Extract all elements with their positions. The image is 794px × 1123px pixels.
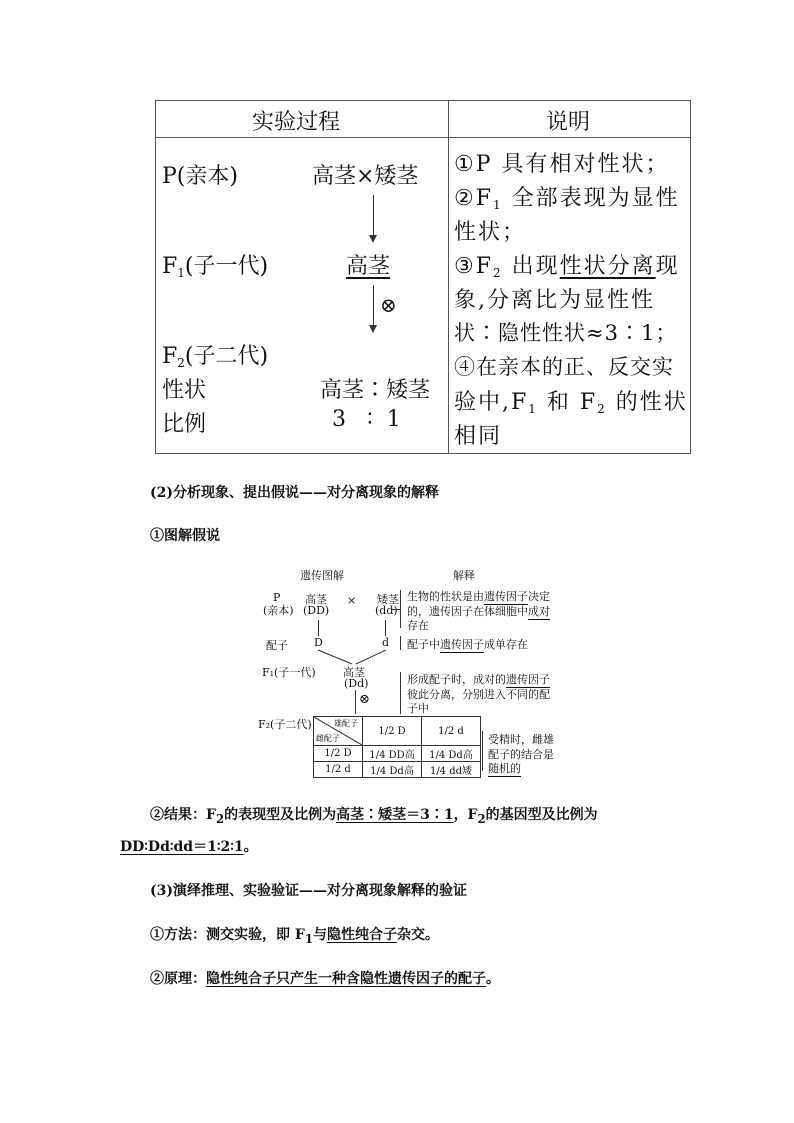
gamete-D: D <box>314 636 323 649</box>
punnett-square <box>313 716 481 778</box>
cell-1-2: 1/4 Dd高 <box>422 746 481 762</box>
short-genotype: (dd) <box>375 604 398 617</box>
female-gamete-label: 雌配子 <box>316 734 340 743</box>
p-label: P(亲本) <box>162 164 238 189</box>
explanation-3c: 子中 <box>407 702 429 715</box>
header-explanation: 说明 <box>546 110 591 135</box>
arrowhead-icon <box>369 235 377 243</box>
col-header-2: 1/2 d <box>422 717 481 746</box>
f1-label: F₁(子一代) <box>262 666 316 679</box>
line-tall-to-gamete <box>318 620 319 636</box>
explanation-1c: 存在 <box>407 619 429 632</box>
cell-2-1: 1/4 Dd高 <box>363 762 422 778</box>
f1-label: $F_1$(子一代) <box>162 254 269 280</box>
punnett-corner-cell <box>314 717 363 746</box>
section3-heading: (3)演绎推理、实验验证——对分离现象解释的验证 <box>150 883 467 899</box>
f1-arrow <box>355 690 356 714</box>
result-line-1: ②结果：$F_2$的表现型及比例为高茎∶矮茎＝3∶1，$F_2$的基因型及比例为 <box>150 807 598 826</box>
f2-label: $F_2$(子二代) <box>162 344 269 370</box>
tall-phenotype: 高茎 <box>305 593 327 606</box>
explanation-3b: 彼此分离，分别进入不同的配 <box>407 688 550 701</box>
note-line-4: $③F_2$ 出现性状分离现 <box>454 254 680 280</box>
short-phenotype: 矮茎 <box>377 593 399 606</box>
gamete-label: 配子 <box>266 639 288 652</box>
result-line-2: DD∶Dd∶dd＝1∶2∶1。 <box>120 839 258 855</box>
note-line-3: 性状； <box>454 220 527 245</box>
header-experiment-process: 实验过程 <box>252 110 341 135</box>
note-line-9: 相同 <box>454 424 503 449</box>
arrow-f1-to-f2 <box>373 285 374 329</box>
ratio-value: 3 ∶ 1 <box>332 407 401 432</box>
f1-value: 高茎 <box>346 254 391 279</box>
explanation-4b: 配子的结合是 <box>488 748 554 761</box>
arrowhead-icon <box>369 325 377 333</box>
explanation-4a: 受精时，雌雄 <box>488 733 554 746</box>
note-line-7: ④在亲本的正、反交实 <box>454 355 674 379</box>
tall-genotype: (DD) <box>303 604 330 617</box>
note-line-8: 验中$,F_1$ 和 $F_2$ 的性状 <box>454 390 688 416</box>
cell-2-2: 1/4 dd矮 <box>422 762 481 778</box>
selfing-icon: ⊗ <box>359 692 370 707</box>
diagram-title-left: 遗传图解 <box>300 569 344 582</box>
explanation-3a: 形成配子时，成对的遗传因子 <box>407 673 550 686</box>
p-note: (亲本) <box>263 604 294 617</box>
diagram-title-right: 解释 <box>453 569 475 582</box>
p-cross: 高茎×矮茎 <box>312 164 419 189</box>
cell-1-1: 1/4 DD高 <box>363 746 422 762</box>
explanation-4c: 随机的 <box>488 762 521 775</box>
explanation-1a: 生物的性状是由遗传因子决定 <box>407 590 550 603</box>
note-line-5: 象,分离比为显性性 <box>454 288 655 313</box>
cross-symbol: × <box>347 594 357 607</box>
f1-genotype: (Dd) <box>344 677 369 690</box>
explanation-2: 配子中遗传因子成单存在 <box>407 638 528 651</box>
row-header-1: 1/2 D <box>314 746 363 762</box>
p-symbol: P <box>273 591 281 604</box>
row-header-2: 1/2 d <box>314 762 363 778</box>
ratio-label: 比例 <box>162 412 207 437</box>
section2-subheading: ①图解假说 <box>150 528 220 544</box>
principle-line: ②原理：隐性纯合子只产生一种含隐性遗传因子的配子。 <box>150 971 500 987</box>
bracket-3 <box>400 672 401 714</box>
line-short-to-gamete <box>385 620 386 636</box>
table-column-divider <box>448 101 449 453</box>
gamete-d: d <box>382 636 390 649</box>
selfing-icon: ⊗ <box>380 293 397 317</box>
f2-label: F₂(子二代) <box>258 718 312 731</box>
bracket-1-tick <box>392 609 400 610</box>
table-header-divider <box>156 137 690 138</box>
note-line-1: ①P 具有相对性状； <box>454 152 670 177</box>
arrow-p-to-f1 <box>373 195 374 239</box>
col-header-1: 1/2 D <box>363 717 422 746</box>
explanation-1b: 的，遗传因子在体细胞中成对 <box>407 605 550 618</box>
trait-label: 性状 <box>162 378 207 403</box>
section2-heading: (2)分析现象、提出假说——对分离现象的解释 <box>150 485 439 501</box>
male-gamete-label: 雄配子 <box>334 719 358 728</box>
note-line-2: $②F_1$ 全部表现为显性 <box>454 186 680 212</box>
bracket-4 <box>482 731 483 771</box>
trait-value: 高茎∶矮茎 <box>320 378 431 403</box>
f1-phenotype: 高茎 <box>343 666 365 679</box>
bracket-1 <box>400 590 405 628</box>
method-line: ①方法：测交实验，即 $F_1$与隐性纯合子杂交。 <box>150 927 439 946</box>
bracket-2 <box>400 636 401 650</box>
experiment-table <box>155 100 691 454</box>
note-line-6: 状∶隐性性状≈3∶1； <box>454 321 678 345</box>
